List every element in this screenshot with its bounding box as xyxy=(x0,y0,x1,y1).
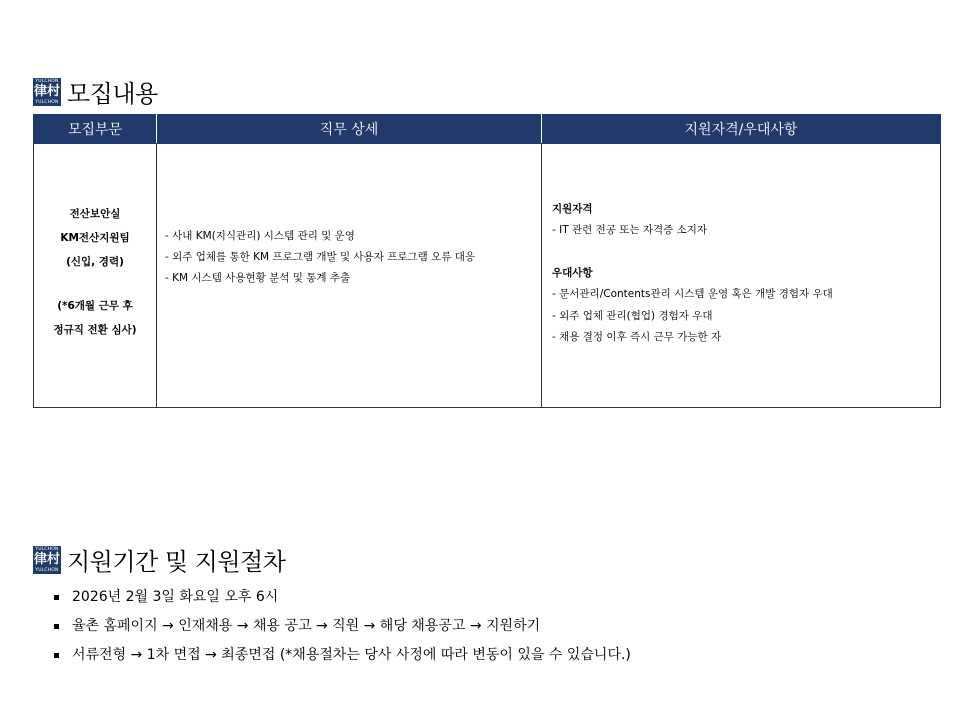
yulchon-logo-icon xyxy=(33,546,61,574)
header-qualifications: 지원자격/우대사항 xyxy=(542,115,941,144)
table-header-row xyxy=(34,115,941,144)
duty-item: - 외주 업체를 통한 KM 프로그램 개발 및 사용자 프로그램 오류 대응 xyxy=(165,250,476,263)
list-item xyxy=(54,646,631,675)
logo-bottom-text: YULCHON xyxy=(35,98,59,105)
table-row xyxy=(34,144,941,408)
logo-bottom-text: YULCHON xyxy=(35,566,59,573)
preference-item: - 외주 업체 관리(협업) 경험자 우대 xyxy=(552,309,713,322)
qualification-item: - IT 관련 전공 또는 자격증 소지자 xyxy=(552,224,708,236)
bullet-icon xyxy=(54,624,59,629)
list-item-text: 서류전형 → 1차 면접 → 최종면접 (*채용절차는 당사 사정에 따라 변동이 있을 수 있습니다.) xyxy=(72,647,631,663)
bullet-icon xyxy=(54,595,59,600)
yulchon-logo-icon xyxy=(33,78,61,106)
bullet-icon xyxy=(54,653,59,658)
preferences-heading: 우대사항 xyxy=(552,266,593,279)
department-note: 정규직 전환 심사) xyxy=(53,323,137,336)
section-heading-recruitment xyxy=(33,74,158,109)
logo-top-text: YULCHON xyxy=(35,545,59,552)
section-title: 지원기간 및 지원절차 xyxy=(67,548,286,576)
department-line: (신입, 경력) xyxy=(66,255,124,268)
application-procedure-list xyxy=(54,588,631,675)
duties-cell xyxy=(157,144,542,408)
duty-item: - KM 시스템 사용현황 분석 및 통계 추출 xyxy=(165,271,351,284)
header-department: 모집부문 xyxy=(34,115,157,144)
logo-glyph: 律村 xyxy=(33,551,60,567)
preference-item: - 문서관리/Contents관리 시스템 운영 혹은 개발 경험자 우대 xyxy=(552,288,833,300)
department-note: (*6개월 근무 후 xyxy=(57,299,133,312)
list-item-text: 2026년 2월 3일 화요일 오후 6시 xyxy=(72,589,279,605)
qualifications-cell xyxy=(542,144,941,408)
duty-item: - 사내 KM(지식관리) 시스템 관리 및 운영 xyxy=(165,229,355,242)
logo-top-text: YULCHON xyxy=(35,77,59,84)
section-heading-application xyxy=(33,542,285,577)
list-item xyxy=(54,617,631,646)
header-duties: 직무 상세 xyxy=(157,115,542,144)
section-title: 모집내용 xyxy=(67,80,158,108)
preference-item: - 채용 결정 이후 즉시 근무 가능한 자 xyxy=(552,331,722,343)
department-line: 전산보안실 xyxy=(69,207,121,220)
recruitment-table xyxy=(33,114,941,408)
qualifications-heading: 지원자격 xyxy=(552,202,593,215)
logo-glyph: 律村 xyxy=(33,83,60,99)
department-cell xyxy=(34,144,157,408)
list-item xyxy=(54,588,631,617)
department-line: KM전산지원팀 xyxy=(60,231,130,244)
list-item-text: 율촌 홈페이지 → 인재채용 → 채용 공고 → 직원 → 해당 채용공고 → 지원하기 xyxy=(72,618,541,634)
